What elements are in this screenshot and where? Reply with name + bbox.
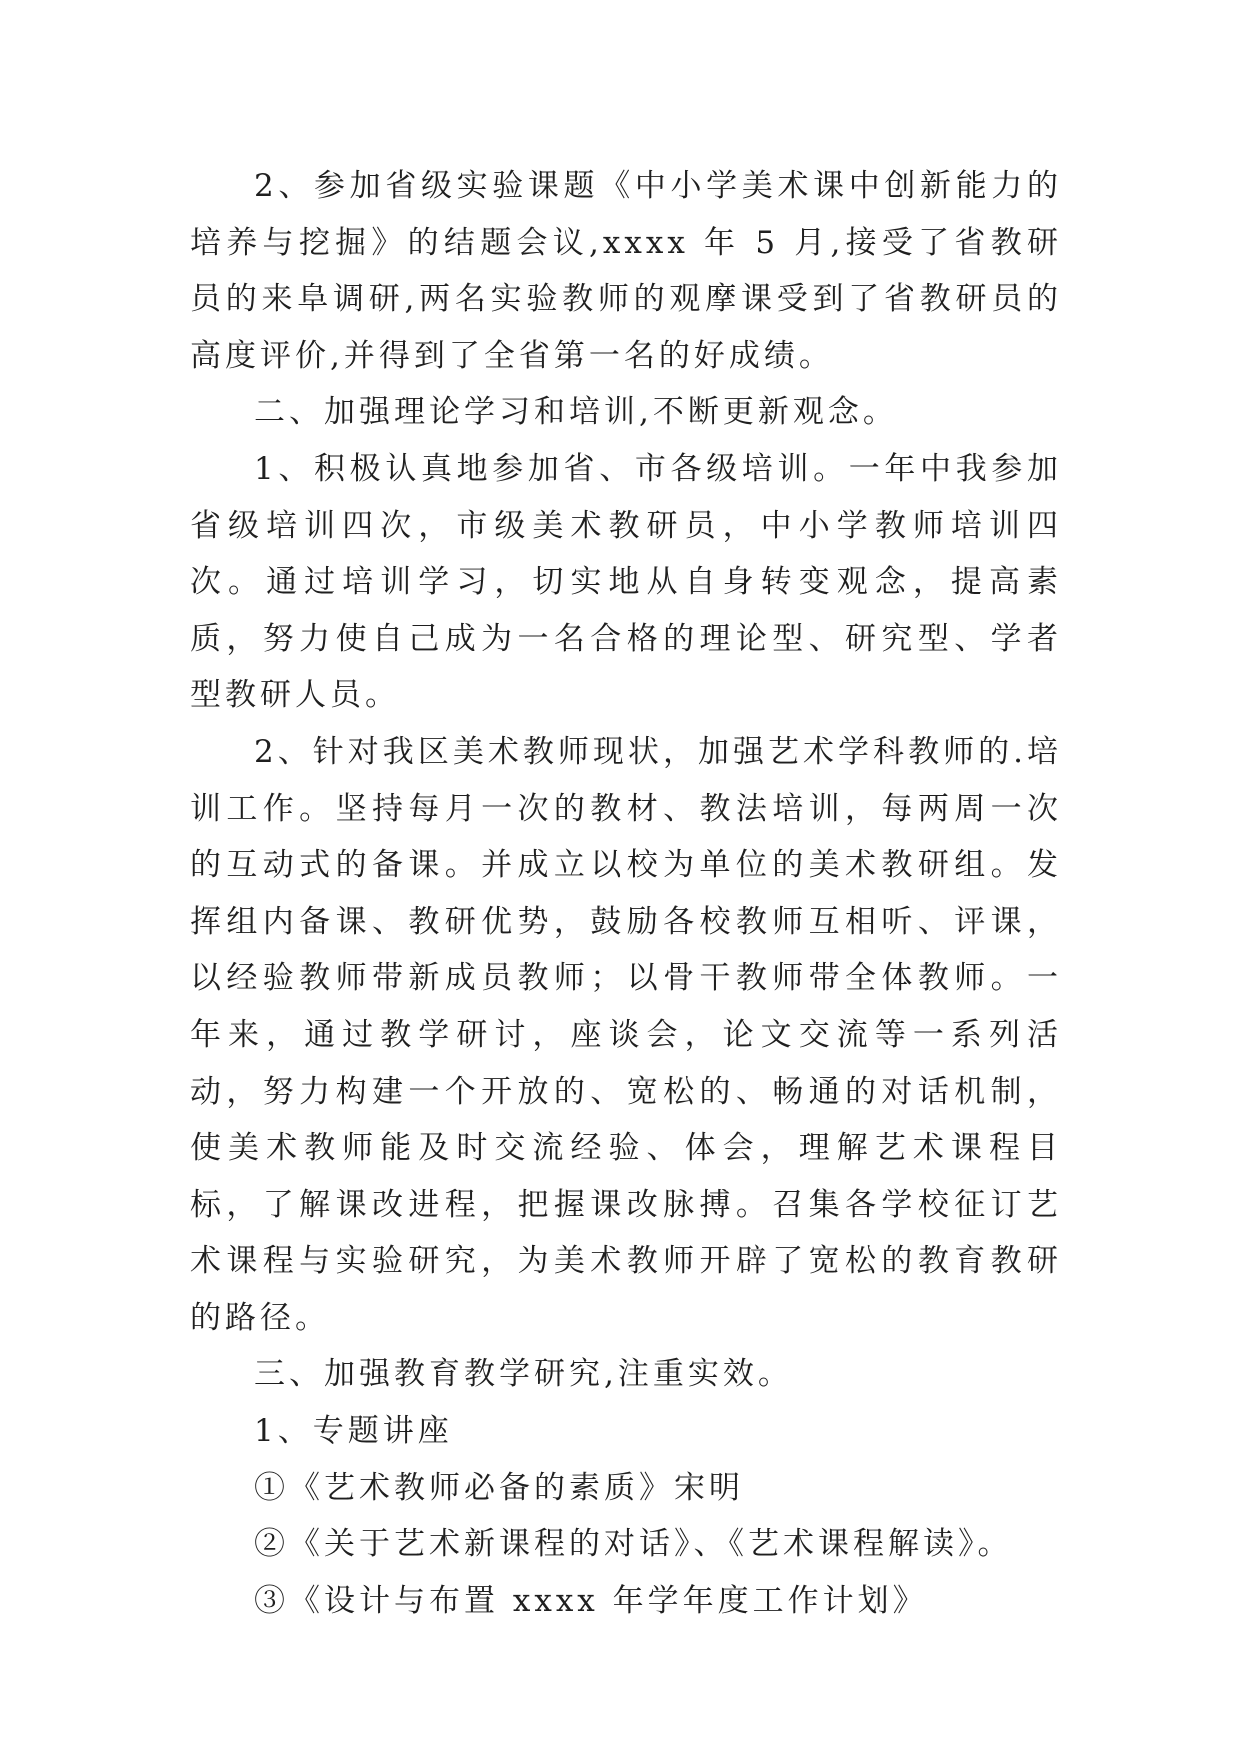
document-body	[190, 158, 1062, 1629]
lecture-item-3: ③《设计与布置 xxxx 年学年度工作计划》	[254, 1582, 928, 1619]
lecture-item-1: ①《艺术教师必备的素质》宋明	[254, 1469, 744, 1506]
paragraph-teacher-training: 2、针对我区美术教师现状，加强艺术学科教师的.培训工作。坚持每月一次的教材、教法培训，每两周一次的互动式的备课。并成立以校为单位的美术教研组。发挥组内备课、教研优势，鼓励各校教师互相听、评课，以经验教师带新成员教师；以骨干教师带全体教师。一年来，通过教学研讨，座谈会，论文交流等一系列活动，努力构建一个开放的、宽松的、畅通的对话机制，使美术教师能及时交流经验、体会，理解艺术课程目标，了解课改进程，把握课改脉搏。召集各学校征订艺术课程与实验研究，为美术教师开辟了宽松的教育教研的路径。	[190, 733, 1062, 1336]
paragraph-training-attendance: 1、积极认真地参加省、市各级培训。一年中我参加省级培训四次，市级美术教研员，中小学教师培训四次。通过培训学习，切实地从自身转变观念，提高素质，努力使自己成为一名合格的理论型、研究型、学者型教研人员。	[190, 450, 1062, 714]
paragraph-provincial-project: 2、参加省级实验课题《中小学美术课中创新能力的培养与挖掘》的结题会议,xxxx 年 5 月,接受了省教研员的来阜调研,两名实验教师的观摩课受到了省教研员的高度评价,并得到了全省第一名的好成绩。	[190, 168, 1062, 374]
subheading-lectures: 1、专题讲座	[254, 1413, 453, 1450]
heading-teaching-research: 三、加强教育教学研究,注重实效。	[254, 1356, 793, 1393]
heading-theory-training: 二、加强理论学习和培训,不断更新观念。	[254, 394, 898, 431]
lecture-item-2: ②《关于艺术新课程的对话》、《艺术课程解读》。	[254, 1526, 1013, 1563]
